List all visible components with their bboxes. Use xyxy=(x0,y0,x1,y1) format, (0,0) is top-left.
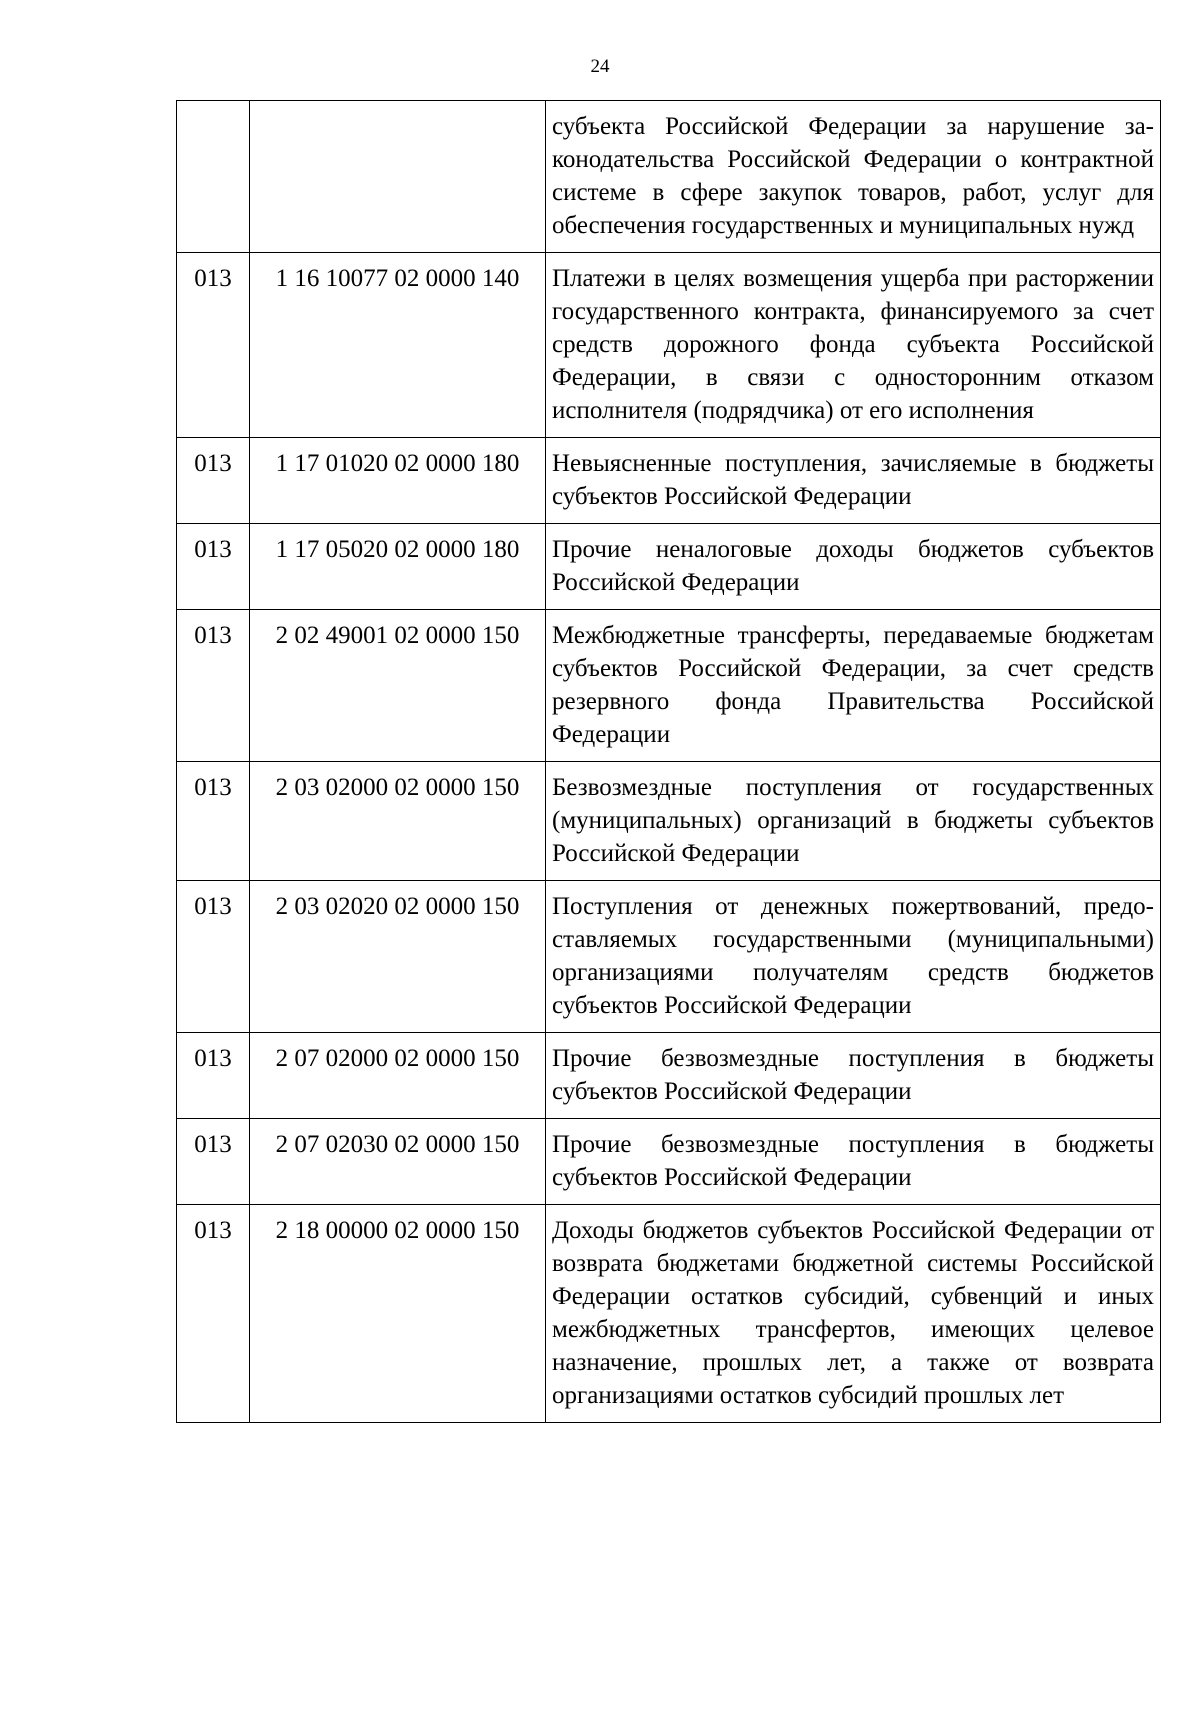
table-row xyxy=(177,524,1161,610)
budget-code-cell: 2 07 02030 02 0000 150 xyxy=(250,1119,546,1205)
table-row xyxy=(177,438,1161,524)
table-row xyxy=(177,1119,1161,1205)
description-cell: Прочие безвозмездные поступления в бюджеты субъектов Российской Федерации xyxy=(546,1119,1161,1205)
table-row xyxy=(177,1033,1161,1119)
description-cell: Прочие безвозмездные поступления в бюджеты субъектов Российской Федерации xyxy=(546,1033,1161,1119)
admin-code-cell: 013 xyxy=(177,1205,250,1423)
admin-code-cell: 013 xyxy=(177,524,250,610)
admin-code-cell: 013 xyxy=(177,881,250,1033)
description-cell: Невыясненные поступления, зачисляемые в бюджеты субъектов Российской Федерации xyxy=(546,438,1161,524)
table-row xyxy=(177,101,1161,253)
table-body xyxy=(177,101,1161,1423)
table-row xyxy=(177,762,1161,881)
description-cell: Прочие неналоговые доходы бюджетов субъектов Российской Федерации xyxy=(546,524,1161,610)
admin-code-cell: 013 xyxy=(177,1119,250,1205)
admin-code-cell: 013 xyxy=(177,1033,250,1119)
budget-code-cell: 1 17 01020 02 0000 180 xyxy=(250,438,546,524)
budget-code-cell: 1 16 10077 02 0000 140 xyxy=(250,253,546,438)
budget-code-cell: 2 03 02020 02 0000 150 xyxy=(250,881,546,1033)
budget-code-cell: 1 17 05020 02 0000 180 xyxy=(250,524,546,610)
budget-code-cell: 2 03 02000 02 0000 150 xyxy=(250,762,546,881)
table-row xyxy=(177,610,1161,762)
table-row xyxy=(177,881,1161,1033)
description-cell: Платежи в целях возмещения ущерба при расторжении государственного контракта, финансируемого за счет средств дорожного фонда субъекта Российской Федерации, в связи с односторонним отказом исполнителя (подрядчика) от его исполнения xyxy=(546,253,1161,438)
description-cell: Поступления от денежных пожертвований, предоставляемых государственными (муниципальными) организациями получателям средств бюджетов субъектов Российской Федерации xyxy=(546,881,1161,1033)
budget-code-cell: 2 18 00000 02 0000 150 xyxy=(250,1205,546,1423)
admin-code-cell: 013 xyxy=(177,610,250,762)
table-row xyxy=(177,1205,1161,1423)
revenue-codes-table xyxy=(176,100,1161,1423)
description-cell: Безвозмездные поступления от государственных (муниципальных) организаций в бюджеты субъектов Российской Федерации xyxy=(546,762,1161,881)
admin-code-cell xyxy=(177,101,250,253)
description-cell: субъекта Российской Федерации за нарушение законодательства Российской Федерации о контрактной системе в сфере закупок товаров, работ, услуг для обеспечения государственных и муниципальных нужд xyxy=(546,101,1161,253)
admin-code-cell: 013 xyxy=(177,762,250,881)
page-number: 24 xyxy=(590,56,610,77)
admin-code-cell: 013 xyxy=(177,253,250,438)
budget-code-cell: 2 02 49001 02 0000 150 xyxy=(250,610,546,762)
budget-code-cell xyxy=(250,101,546,253)
description-cell: Межбюджетные трансферты, передаваемые бюджетам субъектов Российской Федерации, за счет средств резервного фонда Правительства Российской Федерации xyxy=(546,610,1161,762)
admin-code-cell: 013 xyxy=(177,438,250,524)
description-cell: Доходы бюджетов субъектов Российской Федерации от возврата бюджетами бюджетной системы Российской Федерации остатков субсидий, субвенций и иных межбюджетных трансфертов, имеющих целевое назначение, прошлых лет, а также от возврата организациями остатков субсидий прошлых лет xyxy=(546,1205,1161,1423)
table-row xyxy=(177,253,1161,438)
budget-code-cell: 2 07 02000 02 0000 150 xyxy=(250,1033,546,1119)
